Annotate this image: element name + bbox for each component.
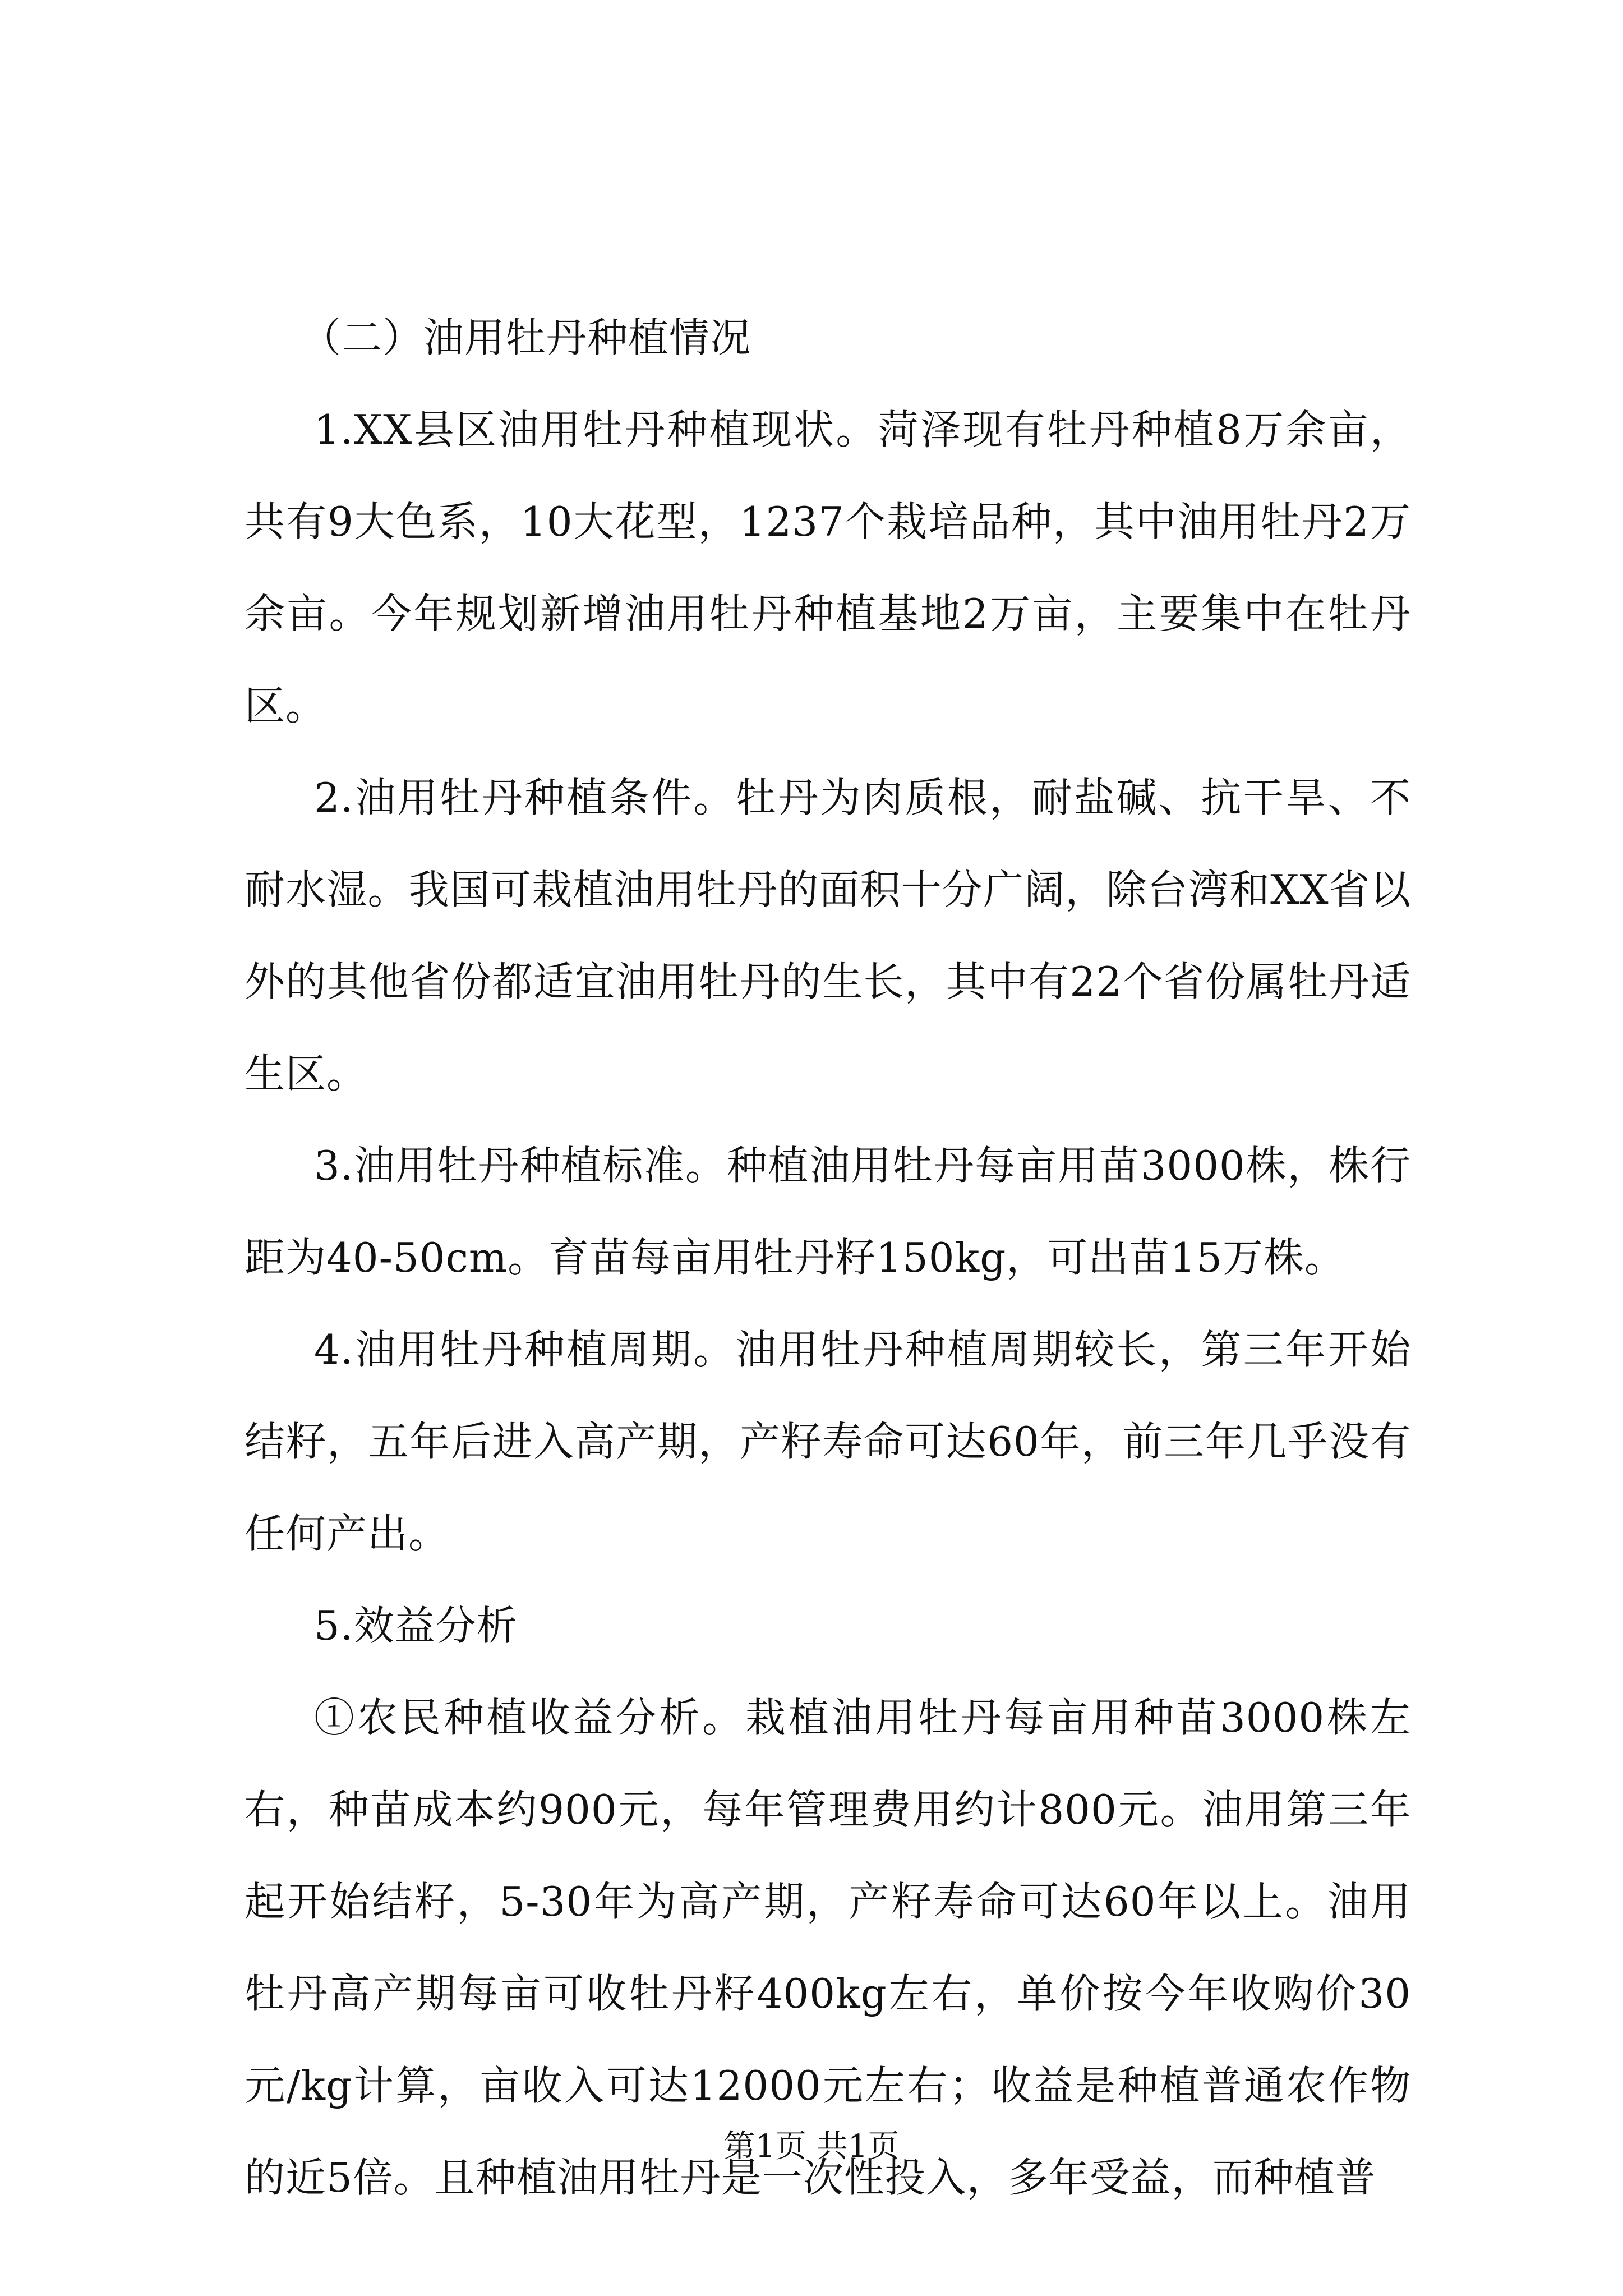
paragraph-planting-conditions: 2.油用牡丹种植条件。牡丹为肉质根，耐盐碱、抗干旱、不耐水湿。我国可栽植油用牡丹的面积十分广阔，除台湾和XX省以外的其他省份都适宜油用牡丹的生长，其中有22个省份属牡丹适生区。 <box>245 774 1411 1097</box>
paragraph-planting-standard: 3.油用牡丹种植标准。种植油用牡丹每亩用苗3000株，株行距为40-50cm。育苗每亩用牡丹籽150kg，可出苗15万株。 <box>245 1142 1411 1281</box>
paragraph-planting-status: 1.XX县区油用牡丹种植现状。菏泽现有牡丹种植8万余亩，共有9大色系，10大花型，1237个栽培品种，其中油用牡丹2万余亩。今年规划新增油用牡丹种植基地2万亩，主要集中在牡丹区。 <box>245 406 1411 729</box>
document-body <box>245 292 1411 2224</box>
paragraph-planting-cycle: 4.油用牡丹种植周期。油用牡丹种植周期较长，第三年开始结籽，五年后进入高产期，产籽寿命可达60年，前三年几乎没有任何产出。 <box>245 1326 1411 1557</box>
paragraph-farmer-income: ①农民种植收益分析。栽植油用牡丹每亩用种苗3000株左右，种苗成本约900元，每年管理费用约计800元。油用第三年起开始结籽，5-30年为高产期，产籽寿命可达60年以上。油用牡丹高产期每亩可收牡丹籽400kg左右，单价按今年收购价30元/kg计算，亩收入可达12000元左右；收益是种植普通农作物的近5倍。且种植油用牡丹是一次性投入，多年受益，而种植普 <box>245 1694 1411 2201</box>
section-heading: （二）油用牡丹种植情况 <box>301 314 751 361</box>
paragraph-benefit-analysis-title: 5.效益分析 <box>314 1602 518 1649</box>
page-footer: 第1页 共1页 <box>723 2128 900 2165</box>
